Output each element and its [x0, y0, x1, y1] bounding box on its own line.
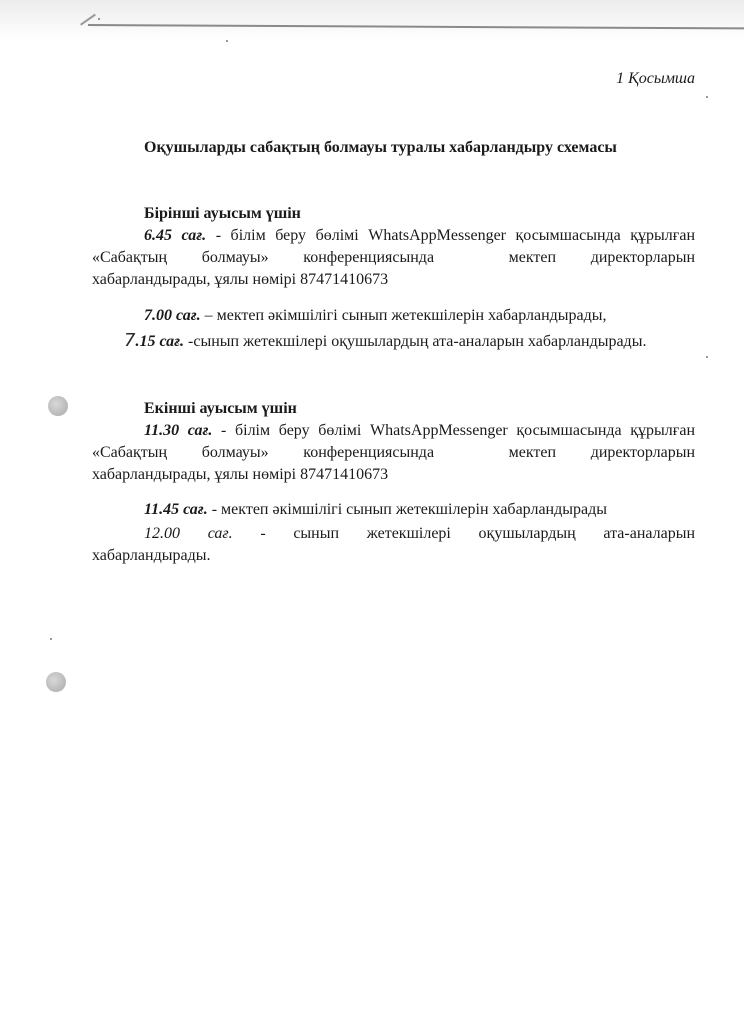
shift1-item1-line2 [92, 247, 695, 269]
shift2-item2-text: - мектеп әкімшілігі сынып жетекшілерін хабарландырады [211, 501, 607, 518]
dash: - [260, 525, 266, 542]
shift2-item1-time: 11.30 сағ. [144, 422, 213, 439]
shift1-item3 [124, 330, 646, 351]
shift2-item1-line1 [92, 420, 695, 442]
page-folded-corner [80, 14, 106, 41]
shift1-item1-time: 6.45 сағ. [144, 227, 207, 244]
shift2-item1-text: - білім беру бөлімі WhatsAppMessenger қосымшасында құрылған [221, 422, 696, 439]
page-title: Оқушыларды сабақтың болмауы туралы хабарландыру схемасы [144, 139, 617, 156]
shift1-item2-time: 7.00 сағ. [144, 307, 201, 324]
shift2-item1 [92, 420, 695, 486]
word: «Сабақтың [92, 444, 168, 461]
shift2-item2-time: 11.45 сағ. [144, 501, 208, 518]
handwritten-digit: 7 [124, 330, 136, 351]
shift1-item1-line1 [92, 225, 695, 247]
shift2-item3 [92, 523, 695, 567]
shift1-item3-time: .15 сағ. [135, 333, 185, 350]
shift1-item3-text: -сынып жетекшілері оқушылардың ата-аналарын хабарландырады. [188, 333, 647, 350]
shift2-item1-line3: хабарландырады, ұялы нөмірі 87471410673 [92, 466, 389, 483]
page-top-edge [88, 24, 744, 29]
appendix-label: 1 Қосымша [616, 70, 695, 87]
word: мектеп [508, 444, 557, 461]
shift1-item2 [144, 307, 607, 325]
word: сынып [293, 525, 340, 542]
word: ата-аналарын [603, 525, 696, 542]
shift1-item1-text: - білім беру бөлімі WhatsAppMessenger қосымшасында құрылған [215, 227, 696, 244]
word: болмауы» [201, 444, 269, 461]
scan-speck [50, 638, 52, 640]
scan-speck [98, 18, 100, 20]
word: оқушылардың [478, 525, 576, 542]
word: мектеп [508, 249, 557, 266]
word: конференциясында [303, 249, 435, 266]
word: «Сабақтың [92, 249, 168, 266]
punch-hole-upper [48, 396, 68, 416]
word: конференциясында [303, 444, 435, 461]
shift1-item2-text: – мектеп әкімшілігі сынып жетекшілерін хабарландырады, [204, 307, 607, 324]
shift2-item3-unit: сағ. [207, 525, 233, 542]
shift1-heading: Бірінші ауысым үшін [144, 205, 301, 222]
shift2-item2 [144, 501, 607, 519]
shift2-item3-line2: хабарландырады. [92, 547, 211, 564]
shift2-heading: Екінші ауысым үшін [144, 400, 297, 417]
shift2-item3-time: 12.00 [144, 525, 180, 542]
word: директорларын [590, 444, 696, 461]
word: директорларын [590, 249, 696, 266]
scan-speck [226, 40, 228, 42]
word: жетекшілері [366, 525, 451, 542]
word: болмауы» [201, 249, 269, 266]
punch-hole-lower [46, 672, 66, 692]
shift2-item3-line1 [92, 523, 695, 545]
scan-speck [706, 96, 708, 98]
shift1-item1 [92, 225, 695, 291]
shift2-item1-line2 [92, 442, 695, 464]
shift1-item1-line3: хабарландырады, ұялы нөмірі 87471410673 [92, 271, 389, 288]
scan-speck [706, 356, 708, 358]
